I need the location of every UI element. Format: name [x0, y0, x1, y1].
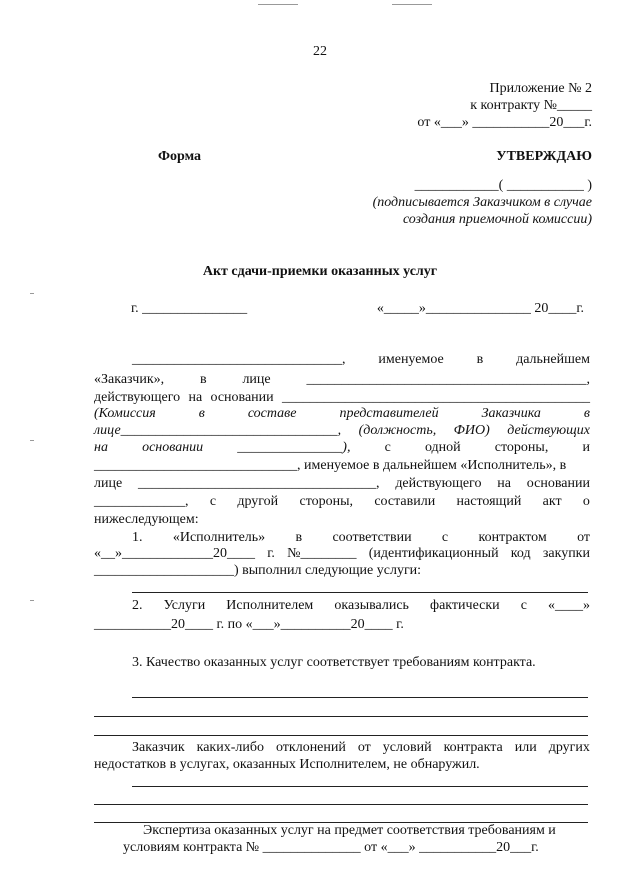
- approve-label: УТВЕРЖДАЮ: [496, 149, 592, 164]
- word: основании: [142, 440, 204, 455]
- word: лице: [94, 476, 123, 491]
- word: в: [583, 406, 590, 421]
- word: (должность,: [358, 423, 437, 438]
- word: других: [548, 740, 590, 755]
- scan-mark: [30, 440, 34, 441]
- approval-note-line-1: (подписывается Заказчиком в случае: [372, 195, 592, 210]
- word: соответствии: [332, 530, 412, 545]
- word: дальнейшем: [516, 352, 590, 367]
- word: фактически: [430, 598, 500, 613]
- body-line-6: [94, 440, 590, 456]
- word: на: [188, 390, 203, 405]
- word: акт: [542, 494, 562, 509]
- word: и: [582, 440, 590, 455]
- word: в: [198, 406, 205, 421]
- body-line-10: нижеследующем:: [94, 512, 199, 527]
- contract-date-line: от «___» ___________20___г.: [417, 115, 592, 130]
- appendix-label: Приложение № 2: [489, 81, 592, 96]
- word: «____»: [547, 598, 590, 613]
- clause-2-line-2: ___________20____ г. по «___»__________20____ г.: [94, 617, 404, 632]
- word: с: [520, 598, 527, 613]
- contract-reference: к контракту №_____: [470, 98, 592, 113]
- word: в: [199, 372, 207, 387]
- word: основании: [210, 390, 274, 405]
- expertise-line-2: условиям контракта № ______________ от «___» ___________20___г.: [123, 840, 539, 855]
- word: о: [582, 494, 590, 509]
- word: условий: [382, 740, 432, 755]
- body-line-4: [94, 406, 590, 422]
- body-line-1: [132, 352, 590, 368]
- word: Исполнителем: [226, 598, 314, 613]
- word: код: [510, 546, 531, 561]
- blank-line: [94, 716, 588, 717]
- word: _____________________________, именуемое в дальнейшем «Исполнитель», в: [94, 458, 567, 473]
- word: на: [94, 440, 108, 455]
- word: Услуги: [163, 598, 206, 613]
- page-number: 22: [313, 44, 327, 59]
- blank-line: [94, 735, 588, 736]
- word: Заказчика: [481, 406, 541, 421]
- word: лице_______________________________,: [94, 423, 342, 438]
- word: действующего: [395, 476, 482, 491]
- expertise-line-1: Экспертиза оказанных услуг на предмет соответствия требованиям и: [143, 823, 556, 838]
- word: именуемое: [378, 352, 444, 367]
- scan-mark: [392, 4, 432, 5]
- word: ______________________________,: [132, 352, 346, 367]
- word: с: [384, 440, 391, 455]
- form-label: Форма: [158, 149, 202, 164]
- body-line-5: [94, 423, 590, 439]
- word: составили: [374, 494, 436, 509]
- word: основании: [526, 476, 590, 491]
- word: в: [476, 352, 484, 367]
- clause-3: 3. Качество оказанных услуг соответствует требованиям контракта.: [132, 655, 536, 670]
- clause-1-line-1: [132, 530, 590, 546]
- word: «Заказчик»,: [94, 372, 165, 387]
- word: от: [357, 740, 371, 755]
- word: контрактом: [478, 530, 547, 545]
- word: ФИО): [453, 423, 490, 438]
- word: Заказчик: [132, 740, 185, 755]
- scan-mark: [30, 293, 34, 294]
- word: (Комиссия: [94, 406, 156, 421]
- signature-line: ____________( ___________ ): [414, 178, 592, 193]
- word: г.: [267, 546, 275, 561]
- word: или: [514, 740, 537, 755]
- scan-mark: [30, 600, 34, 601]
- word: другой: [237, 494, 279, 509]
- word: закупки: [542, 546, 590, 561]
- blank-line: [132, 786, 588, 787]
- city-field: г. _______________: [131, 301, 248, 316]
- word: стороны,: [494, 440, 549, 455]
- word: _______________),: [237, 440, 351, 455]
- body-line-3: [94, 390, 590, 406]
- word: _____________,: [94, 494, 189, 509]
- word: настоящий: [456, 494, 522, 509]
- body-line-2: [94, 372, 590, 388]
- word: каких-либо: [196, 740, 264, 755]
- customer-statement-line-2: недостатков в услугах, оказанных Исполнителем, не обнаружил.: [94, 757, 480, 772]
- word: «__»_____________20____: [94, 546, 255, 561]
- word: __________________________________,: [138, 476, 380, 491]
- word: (идентификационный: [368, 546, 499, 561]
- word: действующего: [94, 390, 181, 405]
- document-title: Акт сдачи-приемки оказанных услуг: [202, 264, 438, 279]
- word: одной: [424, 440, 461, 455]
- body-line-8: [94, 476, 590, 492]
- word: от: [577, 530, 590, 545]
- word: контракта: [443, 740, 503, 755]
- clause-1-line-3: ____________________) выполнил следующие услуги:: [94, 563, 422, 578]
- word: ________________________________________,: [306, 372, 590, 387]
- clause-2-line-1: [132, 598, 590, 614]
- word: действующих: [507, 423, 590, 438]
- body-line-9: [94, 494, 590, 510]
- word: ____________________________________________: [281, 390, 590, 405]
- word: №________: [287, 546, 357, 561]
- clause-1-line-2: [94, 546, 590, 562]
- word: с: [209, 494, 217, 509]
- word: представителей: [339, 406, 439, 421]
- word: «Исполнитель»: [172, 530, 266, 545]
- word: 1.: [132, 530, 143, 545]
- word: оказывались: [334, 598, 409, 613]
- act-date-field: «_____»_______________ 20____г.: [376, 301, 584, 316]
- blank-line: [94, 804, 588, 805]
- customer-statement-line-1: [132, 740, 590, 756]
- scan-mark: [258, 4, 298, 5]
- blank-line: [132, 697, 588, 698]
- word: стороны,: [299, 494, 354, 509]
- word: на: [497, 476, 511, 491]
- word: с: [441, 530, 449, 545]
- word: составе: [247, 406, 297, 421]
- approval-note-line-2: создания приемочной комиссии): [402, 212, 592, 227]
- body-line-7: [94, 458, 590, 474]
- word: 2.: [132, 598, 143, 613]
- word: в: [295, 530, 303, 545]
- word: лице: [242, 372, 271, 387]
- blank-line: [132, 592, 588, 593]
- word: отклонений: [275, 740, 346, 755]
